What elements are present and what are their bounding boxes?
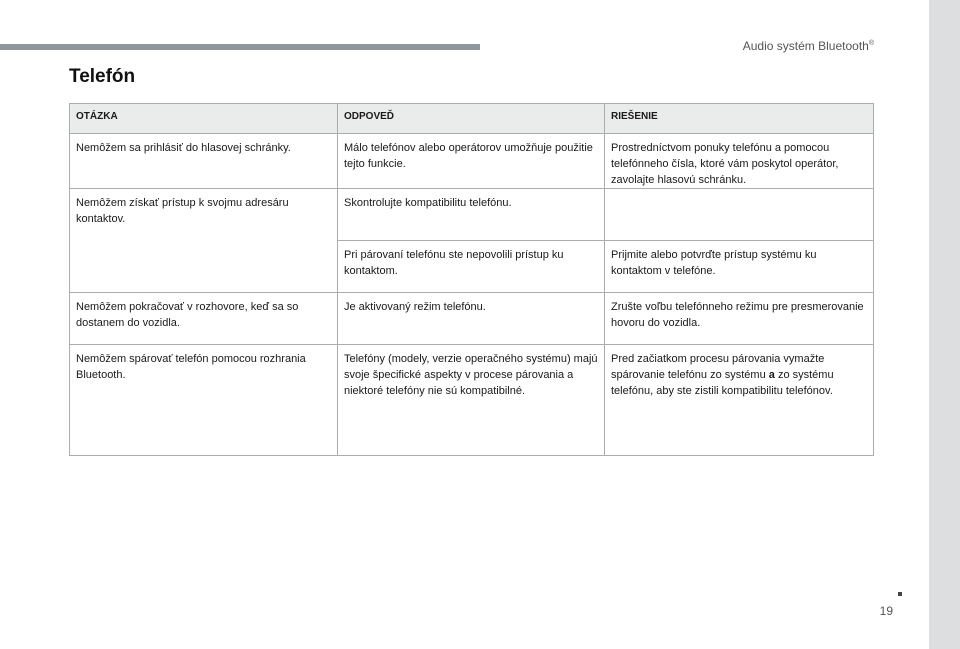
column-header-solution: RIEŠENIE bbox=[605, 104, 874, 134]
answer-cell: Skontrolujte kompatibilitu telefónu. bbox=[338, 189, 605, 241]
faq-table bbox=[69, 103, 874, 456]
answer-cell: Telefóny (modely, verzie operačného systému) majú svoje špecifické aspekty v procese párovania a niektoré telefóny nie sú kompatibilné. bbox=[338, 345, 605, 456]
section-title: Audio systém Bluetooth® bbox=[742, 39, 874, 53]
header-rule bbox=[0, 44, 480, 50]
column-header-answer: ODPOVEĎ bbox=[338, 104, 605, 134]
table-row bbox=[70, 345, 874, 456]
solution-cell: Prostredníctvom ponuky telefónu a pomocou telefónneho čísla, ktoré vám poskytol operátor, zavolajte hlasovú schránku. bbox=[605, 134, 874, 189]
column-header-question: OTÁZKA bbox=[70, 104, 338, 134]
page-number: 19 bbox=[879, 604, 893, 618]
page-title: Telefón bbox=[69, 66, 136, 87]
table-header-row bbox=[70, 104, 874, 134]
answer-cell: Je aktivovaný režim telefónu. bbox=[338, 293, 605, 345]
table-row bbox=[70, 293, 874, 345]
page-dot bbox=[898, 592, 902, 596]
solution-cell: Pred začiatkom procesu párovania vymažte spárovanie telefónu zo systému a zo systému telefónu, aby ste zistili kompatibilitu telefónov. bbox=[605, 345, 874, 456]
solution-cell: Prijmite alebo potvrďte prístup systému ku kontaktom v telefóne. bbox=[605, 241, 874, 293]
answer-cell: Málo telefónov alebo operátorov umožňuje použitie tejto funkcie. bbox=[338, 134, 605, 189]
table-row bbox=[70, 189, 874, 241]
question-cell: Nemôžem pokračovať v rozhovore, keď sa so dostanem do vozidla. bbox=[70, 293, 338, 345]
registered-mark: ® bbox=[868, 40, 874, 47]
question-cell: Nemôžem sa prihlásiť do hlasovej schránky. bbox=[70, 134, 338, 189]
answer-cell: Pri párovaní telefónu ste nepovolili prístup ku kontaktom. bbox=[338, 241, 605, 293]
question-cell: Nemôžem spárovať telefón pomocou rozhrania Bluetooth. bbox=[70, 345, 338, 456]
question-cell: Nemôžem získať prístup k svojmu adresáru kontaktov. bbox=[70, 189, 338, 293]
table-row bbox=[70, 134, 874, 189]
solution-cell bbox=[605, 189, 874, 241]
solution-cell: Zrušte voľbu telefónneho režimu pre presmerovanie hovoru do vozidla. bbox=[605, 293, 874, 345]
side-strip bbox=[929, 0, 960, 649]
